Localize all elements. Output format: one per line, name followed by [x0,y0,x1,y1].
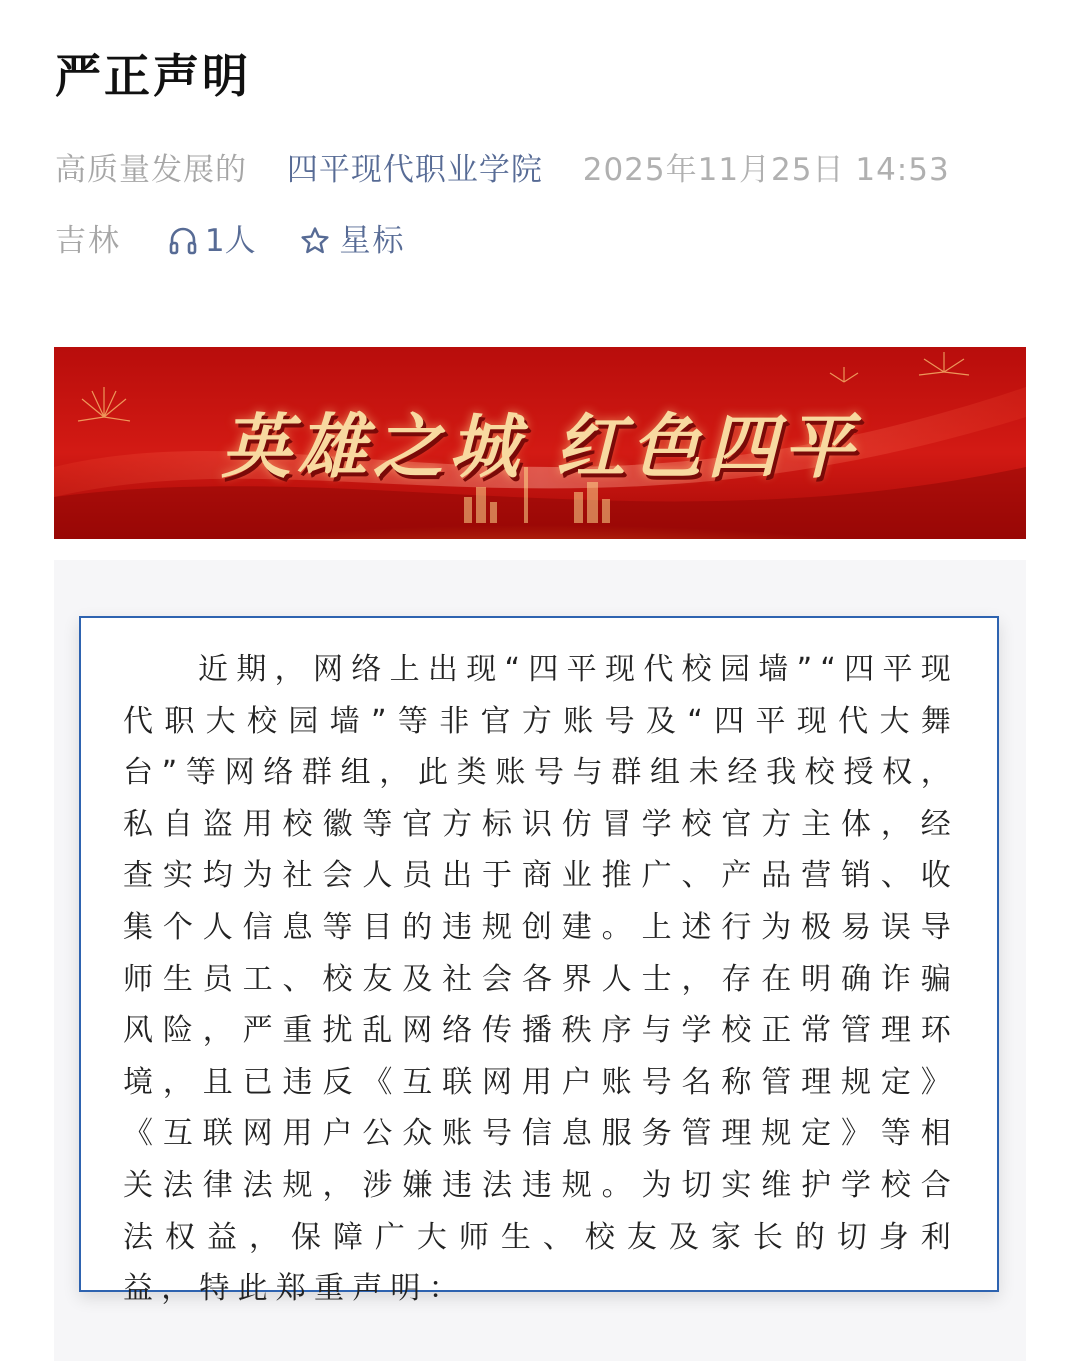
location-label: 吉林 [55,222,121,259]
author-name: 高质量发展的 [55,151,247,188]
listen-button[interactable] [167,215,256,267]
listen-count: 1人 [204,223,256,260]
article-title: 严正声明 [55,49,251,103]
statement-text-box [79,616,999,1307]
statement-paragraph: 近期，网络上出现“四平现代校园墙”“四平现代职大校园墙”等非官方账号及“四平现代大舞台”等网络群组，此类账号与群组未经我校授权，私自盗用校徽等官方标识仿冒学校官方主体，经查实均为社会人员出于商业推广、产品营销、收集个人信息等目的违规创建。上述行为极易误导师生员工、校友及社会各界人士，存在明确诈骗风险，严重扰乱网络传播秩序与学校正常管理环境，且已违反《互联网用户账号名称管理规定》《互联网用户公众账号信息服务管理规定》等相关法律法规，涉嫌违法违规。为切实维护学校合法权益，保障广大师生、校友及家长的切身利益，特此郑重声明： [123,652,959,1307]
star-outline-icon [299,225,331,257]
article-meta-row [55,143,950,193]
banner-slogan: 英雄之城 红色四平 [220,405,860,488]
star-button[interactable] [299,215,405,267]
account-name-link[interactable]: 四平现代职业学院 [286,151,543,188]
star-label: 星标 [339,223,406,260]
article-meta-row-2 [55,214,405,264]
publish-time: 2025年11月25日 14:53 [582,151,950,188]
header-banner-image [54,347,1026,539]
headphones-icon [167,225,199,257]
